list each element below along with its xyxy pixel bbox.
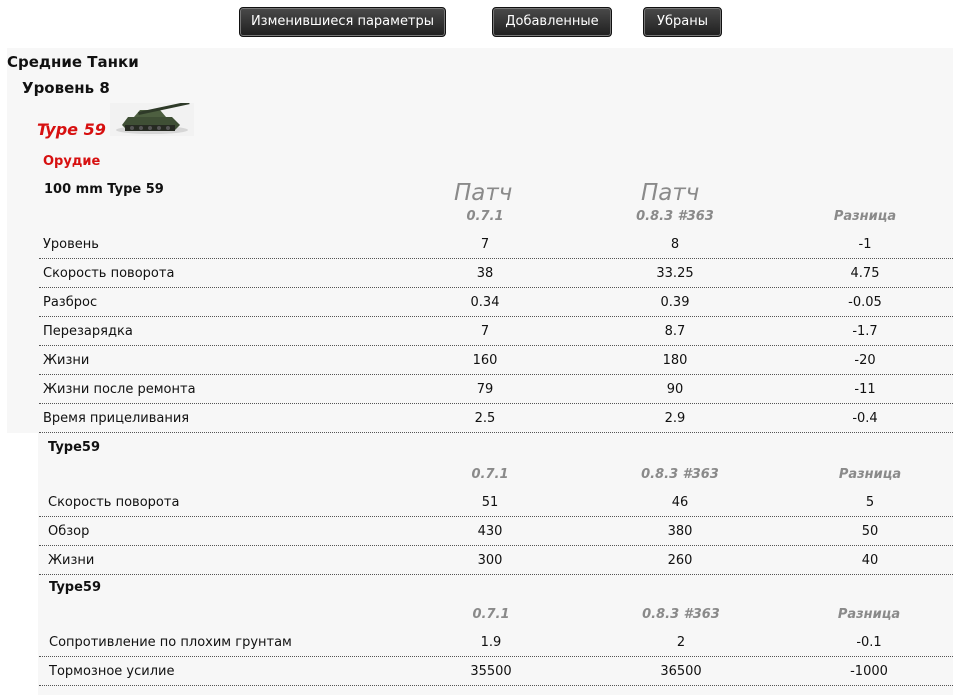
row-label: Уровень	[43, 237, 99, 252]
chassis-name: Type59	[49, 580, 102, 595]
row-divider	[39, 374, 953, 375]
row-divider	[39, 403, 953, 404]
old-value-cell: 2.5	[474, 411, 496, 426]
row-divider	[39, 316, 953, 317]
turret-col-header-1: 0.8.3 #363	[641, 467, 719, 482]
changed-params-button[interactable]: Изменившиеся параметры	[239, 7, 446, 37]
row-divider	[39, 287, 953, 288]
row-label: Скорость поворота	[43, 266, 175, 281]
diff-value-cell: -0.1	[856, 635, 882, 650]
old-value-cell: 79	[476, 382, 494, 397]
tank-thumbnail-icon	[110, 103, 194, 136]
gun-col-header-0: 0.7.1	[466, 209, 504, 224]
row-label: Перезарядка	[43, 324, 133, 339]
gun-section-title: Орудие	[43, 154, 101, 169]
old-value-cell: 7	[480, 324, 490, 339]
diff-value-cell: -0.05	[848, 295, 882, 310]
diff-value-cell: -1.7	[852, 324, 878, 339]
top-toolbar	[0, 0, 953, 46]
patch-word-old: Патч	[454, 180, 513, 206]
diff-value-cell: -1	[858, 237, 872, 252]
row-label: Жизни	[43, 353, 90, 368]
chassis-col-header-1: 0.8.3 #363	[642, 607, 720, 622]
turret-col-header-0: 0.7.1	[471, 467, 509, 482]
row-divider	[39, 432, 953, 433]
diff-value-cell: -11	[854, 382, 876, 397]
old-value-cell: 0.34	[470, 295, 500, 310]
row-label: Обзор	[48, 524, 90, 539]
row-divider	[39, 545, 953, 546]
gun-name: 100 mm Type 59	[44, 182, 164, 197]
row-label: Разброс	[43, 295, 98, 310]
category-heading: Средние Танки	[7, 53, 139, 71]
gun-col-header-1: 0.8.3 #363	[636, 209, 714, 224]
turret-name: Type59	[48, 440, 101, 455]
diff-value-cell: 50	[861, 524, 879, 539]
tank-name[interactable]: Type 59	[37, 120, 106, 139]
row-divider	[39, 685, 953, 686]
diff-value-cell: -1000	[850, 664, 888, 679]
old-value-cell: 51	[481, 495, 499, 510]
new-value-cell: 2.9	[664, 411, 686, 426]
row-label: Время прицеливания	[43, 411, 190, 426]
new-value-cell: 380	[667, 524, 693, 539]
row-label: Тормозное усилие	[49, 664, 175, 679]
row-label: Жизни	[48, 553, 95, 568]
old-value-cell: 35500	[470, 664, 512, 679]
new-value-cell: 33.25	[656, 266, 694, 281]
turret-col-header-2: Разница	[838, 467, 902, 482]
new-value-cell: 0.39	[660, 295, 690, 310]
new-value-cell: 36500	[660, 664, 702, 679]
row-divider	[39, 258, 953, 259]
old-value-cell: 160	[472, 353, 498, 368]
old-value-cell: 430	[477, 524, 503, 539]
row-divider	[39, 574, 953, 575]
diff-value-cell: 4.75	[850, 266, 880, 281]
new-value-cell: 2	[676, 635, 686, 650]
old-value-cell: 1.9	[480, 635, 502, 650]
new-value-cell: 8	[670, 237, 680, 252]
diff-value-cell: 5	[865, 495, 875, 510]
new-value-cell: 8.7	[664, 324, 686, 339]
old-value-cell: 300	[477, 553, 503, 568]
new-value-cell: 180	[662, 353, 688, 368]
new-value-cell: 46	[671, 495, 689, 510]
new-value-cell: 90	[666, 382, 684, 397]
diff-value-cell: -0.4	[852, 411, 878, 426]
row-label: Сопротивление по плохим грунтам	[49, 635, 292, 650]
new-value-cell: 260	[667, 553, 693, 568]
row-divider	[39, 345, 953, 346]
removed-button[interactable]: Убраны	[643, 7, 722, 37]
patch-word-new: Патч	[641, 180, 700, 206]
diff-value-cell: -20	[854, 353, 876, 368]
chassis-col-header-2: Разница	[837, 607, 901, 622]
row-label: Жизни после ремонта	[43, 382, 196, 397]
chassis-col-header-0: 0.7.1	[472, 607, 510, 622]
diff-value-cell: 40	[861, 553, 879, 568]
row-label: Скорость поворота	[48, 495, 180, 510]
old-value-cell: 7	[480, 237, 490, 252]
added-button[interactable]: Добавленные	[492, 7, 612, 37]
old-value-cell: 38	[476, 266, 494, 281]
level-heading: Уровень 8	[22, 79, 110, 97]
gun-col-header-2: Разница	[833, 209, 897, 224]
row-divider	[39, 656, 953, 657]
row-divider	[39, 516, 953, 517]
